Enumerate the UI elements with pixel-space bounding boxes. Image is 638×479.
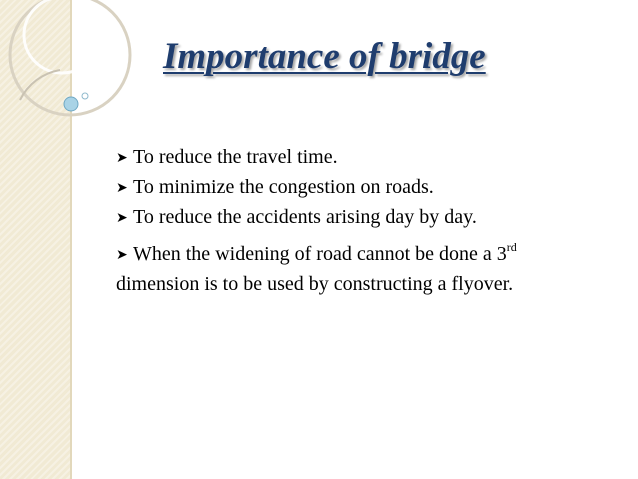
arrowhead-bullet-icon: ➤ xyxy=(116,248,128,263)
superscript-rd: rd xyxy=(506,240,517,254)
bullet-item: ➤ To reduce the accidents arising day by day. xyxy=(116,203,621,233)
bullet-item: ➤ To minimize the congestion on roads. xyxy=(116,173,621,203)
decorative-rings xyxy=(0,0,160,140)
blue-dot-large xyxy=(64,97,78,111)
inner-ring-light xyxy=(24,0,100,73)
bullet-item: ➤ When the widening of road cannot be done a 3rd dimension is to be used by constructing a flyover. xyxy=(116,240,517,295)
bullet-item: ➤ To reduce the travel time. xyxy=(116,143,621,173)
arrowhead-bullet-icon: ➤ xyxy=(116,181,128,196)
arrowhead-bullet-icon: ➤ xyxy=(116,151,128,166)
bullet-list xyxy=(116,143,621,298)
arrowhead-bullet-icon: ➤ xyxy=(116,211,128,226)
blue-dot-small xyxy=(82,93,88,99)
slide-title: Importance of bridge xyxy=(163,36,486,77)
